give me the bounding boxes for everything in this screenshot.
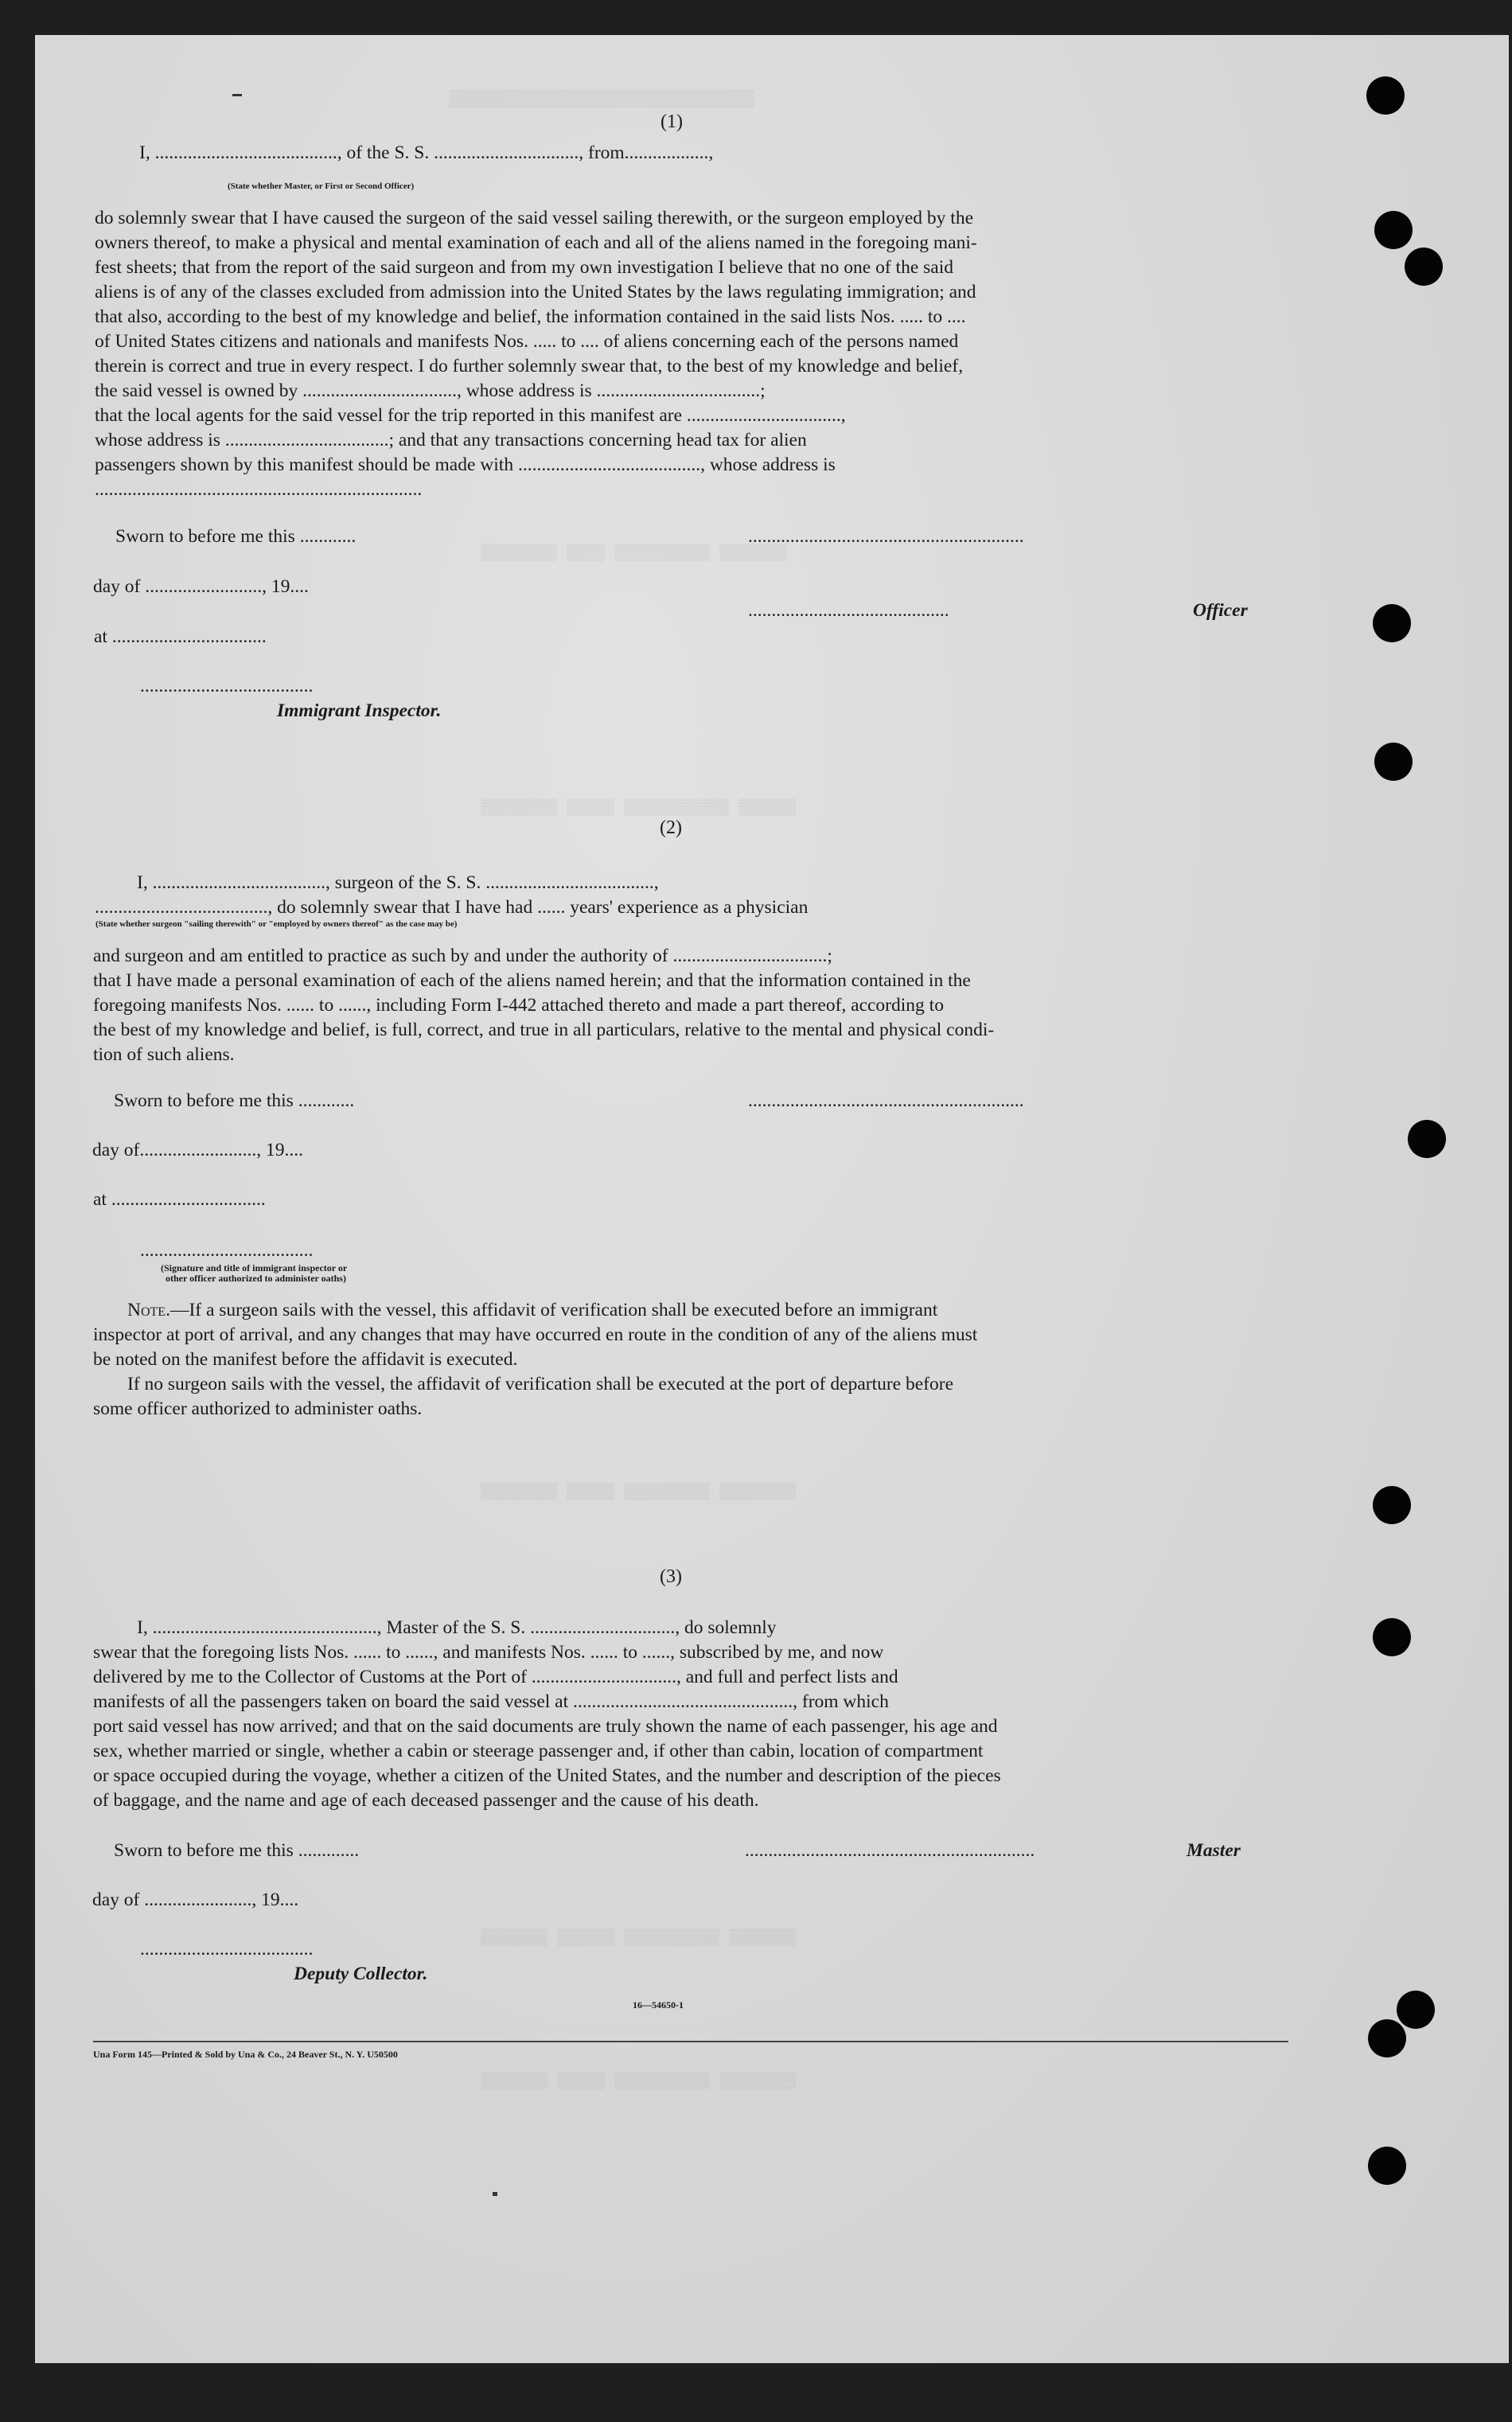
- scan-mark: [493, 2192, 497, 2196]
- section-1-note: (State whether Master, or First or Second Officer): [228, 181, 415, 191]
- master-label: Master: [1187, 1840, 1241, 1861]
- section-1-line: ......................................................................: [95, 479, 423, 500]
- punch-hole: [1374, 211, 1413, 249]
- punch-hole: [1368, 2019, 1406, 2057]
- bleed-through: ▒▒▒▒▒▒▒ ▒▒▒▒▒ ▒▒▒▒▒▒▒▒▒▒ ▒▒▒▒▒▒▒▒: [481, 2073, 797, 2091]
- bleed-through: ▒▒▒▒▒▒▒ ▒▒▒▒▒▒ ▒▒▒▒▒▒▒▒▒▒ ▒▒▒▒▒▒▒: [481, 1929, 797, 1948]
- bleed-through: ▒▒▒▒▒▒▒▒▒▒▒▒▒▒▒▒▒▒▒▒▒▒▒▒▒▒▒▒▒▒▒▒: [449, 91, 755, 109]
- punch-hole: [1373, 604, 1411, 642]
- section-1-line: owners thereof, to make a physical and mental examination of each and all of the aliens named in the foregoing mani-: [95, 232, 977, 253]
- punch-hole: [1397, 1991, 1435, 2029]
- master-dots: ..............................................................: [745, 1840, 1035, 1861]
- section-2-line: foregoing manifests Nos. ...... to ......, including Form I-442 attached thereto and made a part thereof, according to: [93, 995, 944, 1016]
- section-3-line: I, ................................................, Master of the S. S. ..............................., do solemnly: [137, 1617, 777, 1638]
- punch-hole: [1408, 1120, 1446, 1158]
- section-1-line: that also, according to the best of my knowledge and belief, the information contained in the said lists Nos. ..... to ....: [95, 306, 966, 327]
- scan-mark: [232, 94, 242, 96]
- section-1-number: (1): [661, 111, 683, 132]
- section-2-number: (2): [660, 817, 682, 838]
- signature-note: other officer authorized to administer oaths): [166, 1273, 346, 1284]
- punch-hole: [1373, 1486, 1411, 1524]
- bleed-through: ▒▒▒▒▒▒▒▒ ▒▒▒▒ ▒▒▒▒▒▒▒▒▒▒ ▒▒▒▒▒▒▒: [481, 544, 787, 563]
- section-3-line: sex, whether married or single, whether a cabin or steerage passenger and, if other than cabin, location of compartment: [93, 1741, 984, 1761]
- signature-note: (Signature and title of immigrant inspector or: [161, 1262, 348, 1273]
- section-1-line: aliens is of any of the classes excluded from admission into the United States by the laws regulating immigration; and: [95, 282, 976, 302]
- day-of-line: day of ........................., 19....: [93, 576, 309, 597]
- immigrant-inspector-label: Immigrant Inspector.: [277, 700, 442, 721]
- at-line: at .................................: [94, 626, 267, 647]
- bleed-through: ▒▒▒▒▒▒▒▒ ▒▒▒▒▒ ▒▒▒▒▒▒▒▒▒ ▒▒▒▒▒▒▒▒: [481, 1484, 797, 1502]
- section-3-line: delivered by me to the Collector of Customs at the Port of ..............................., and full and perfect lists and: [93, 1667, 898, 1687]
- section-2-line: tion of such aliens.: [93, 1044, 235, 1065]
- section-1-line: the said vessel is owned by ................................., whose address is ...................................;: [95, 380, 766, 401]
- section-1-line: do solemnly swear that I have caused the surgeon of the said vessel sailing therewith, or the surgeon employed by the: [95, 208, 974, 228]
- section-1-line: that the local agents for the said vessel for the trip reported in this manifest are .................................,: [95, 405, 846, 426]
- section-2-line: that I have made a personal examination of each of the aliens named herein; and that the information contained in the: [93, 970, 971, 991]
- section-3-line: manifests of all the passengers taken on board the said vessel at ..............................................., from which: [93, 1691, 889, 1712]
- signature-dots: .....................................: [140, 1240, 314, 1261]
- signature-dots: ...........................................................: [748, 526, 1024, 547]
- section-2-line-2: ....................................., do solemnly swear that I have had ...... years' experience as a physician: [95, 897, 809, 918]
- note-text: —If a surgeon sails with the vessel, this affidavit of verification shall be executed before an immigrant: [170, 1300, 938, 1320]
- footer-divider: [93, 2041, 1288, 2042]
- note-label: Note.: [127, 1300, 170, 1320]
- at-line: at .................................: [93, 1189, 266, 1210]
- section-2-line: the best of my knowledge and belief, is full, correct, and true in all particulars, relative to the mental and physical condi-: [93, 1020, 995, 1040]
- officer-dots: ...........................................: [748, 600, 949, 621]
- deputy-collector-label: Deputy Collector.: [294, 1964, 428, 1984]
- section-3-line: or space occupied during the voyage, whether a citizen of the United States, and the number and description of the pieces: [93, 1765, 1001, 1786]
- section-2-line-1: I, ....................................., surgeon of the S. S. ....................................,: [137, 872, 659, 893]
- section-2-line: and surgeon and am entitled to practice as such by and under the authority of .................................;: [93, 946, 832, 966]
- bleed-through: ▒▒▒▒▒▒▒▒ ▒▒▒▒▒ ▒▒▒▒▒▒▒▒▒▒▒ ▒▒▒▒▒▒: [481, 799, 797, 817]
- section-3-line: swear that the foregoing lists Nos. ...... to ......, and manifests Nos. ...... to ......, subscribed by me, and now: [93, 1642, 884, 1663]
- section-1-line: of United States citizens and nationals and manifests Nos. ..... to .... of aliens concerning each of the persons named: [95, 331, 959, 352]
- section-1-line: therein is correct and true in every respect. I do further solemnly swear that, to the best of my knowledge and belief,: [95, 356, 964, 376]
- note-paragraph-line: If no surgeon sails with the vessel, the affidavit of verification shall be executed at the port of departure before: [127, 1374, 953, 1394]
- document-page: [35, 35, 1509, 2363]
- note-paragraph-line: [127, 1298, 937, 1323]
- sworn-before-line: Sworn to before me this ............: [114, 1090, 355, 1111]
- punch-hole: [1373, 1618, 1411, 1656]
- section-1-line: passengers shown by this manifest should be made with ......................................., whose address is: [95, 454, 836, 475]
- printer-footer: Una Form 145—Printed & Sold by Una & Co., 24 Beaver St., N. Y. U50500: [93, 2049, 398, 2060]
- punch-hole: [1374, 743, 1413, 781]
- day-of-line: day of........................., 19....: [92, 1140, 304, 1160]
- section-3-line: port said vessel has now arrived; and that on the said documents are truly shown the name of each passenger, his age and: [93, 1716, 998, 1737]
- punch-hole: [1368, 2147, 1406, 2185]
- sworn-before-line: Sworn to before me this .............: [114, 1840, 360, 1861]
- section-3-line: of baggage, and the name and age of each deceased passenger and the cause of his death.: [93, 1790, 759, 1811]
- officer-label: Officer: [1193, 600, 1248, 621]
- section-2-note: (State whether surgeon "sailing therewith" or "employed by owners thereof" as the case may be): [95, 919, 458, 929]
- punch-hole: [1405, 248, 1443, 286]
- signature-dots: ...........................................................: [748, 1090, 1024, 1111]
- signature-dots: .....................................: [140, 676, 314, 696]
- section-1-line: whose address is ...................................; and that any transactions concerning head tax for alien: [95, 430, 807, 450]
- section-3-number: (3): [660, 1566, 682, 1587]
- punch-hole: [1366, 76, 1405, 115]
- sworn-before-line: Sworn to before me this ............: [115, 526, 357, 547]
- note-paragraph-line: some officer authorized to administer oaths.: [93, 1398, 423, 1419]
- note-paragraph-line: be noted on the manifest before the affidavit is executed.: [93, 1349, 518, 1370]
- note-paragraph-line: inspector at port of arrival, and any changes that may have occurred en route in the condition of any of the aliens must: [93, 1324, 978, 1345]
- section-1-line: fest sheets; that from the report of the said surgeon and from my own investigation I believe that no one of the said: [95, 257, 953, 278]
- section-1-line-1: I, ......................................., of the S. S. ..............................., from..................,: [139, 142, 714, 163]
- signature-dots: .....................................: [140, 1939, 314, 1960]
- form-code: 16—54650-1: [633, 1999, 684, 2011]
- day-of-line: day of ......................., 19....: [92, 1890, 299, 1910]
